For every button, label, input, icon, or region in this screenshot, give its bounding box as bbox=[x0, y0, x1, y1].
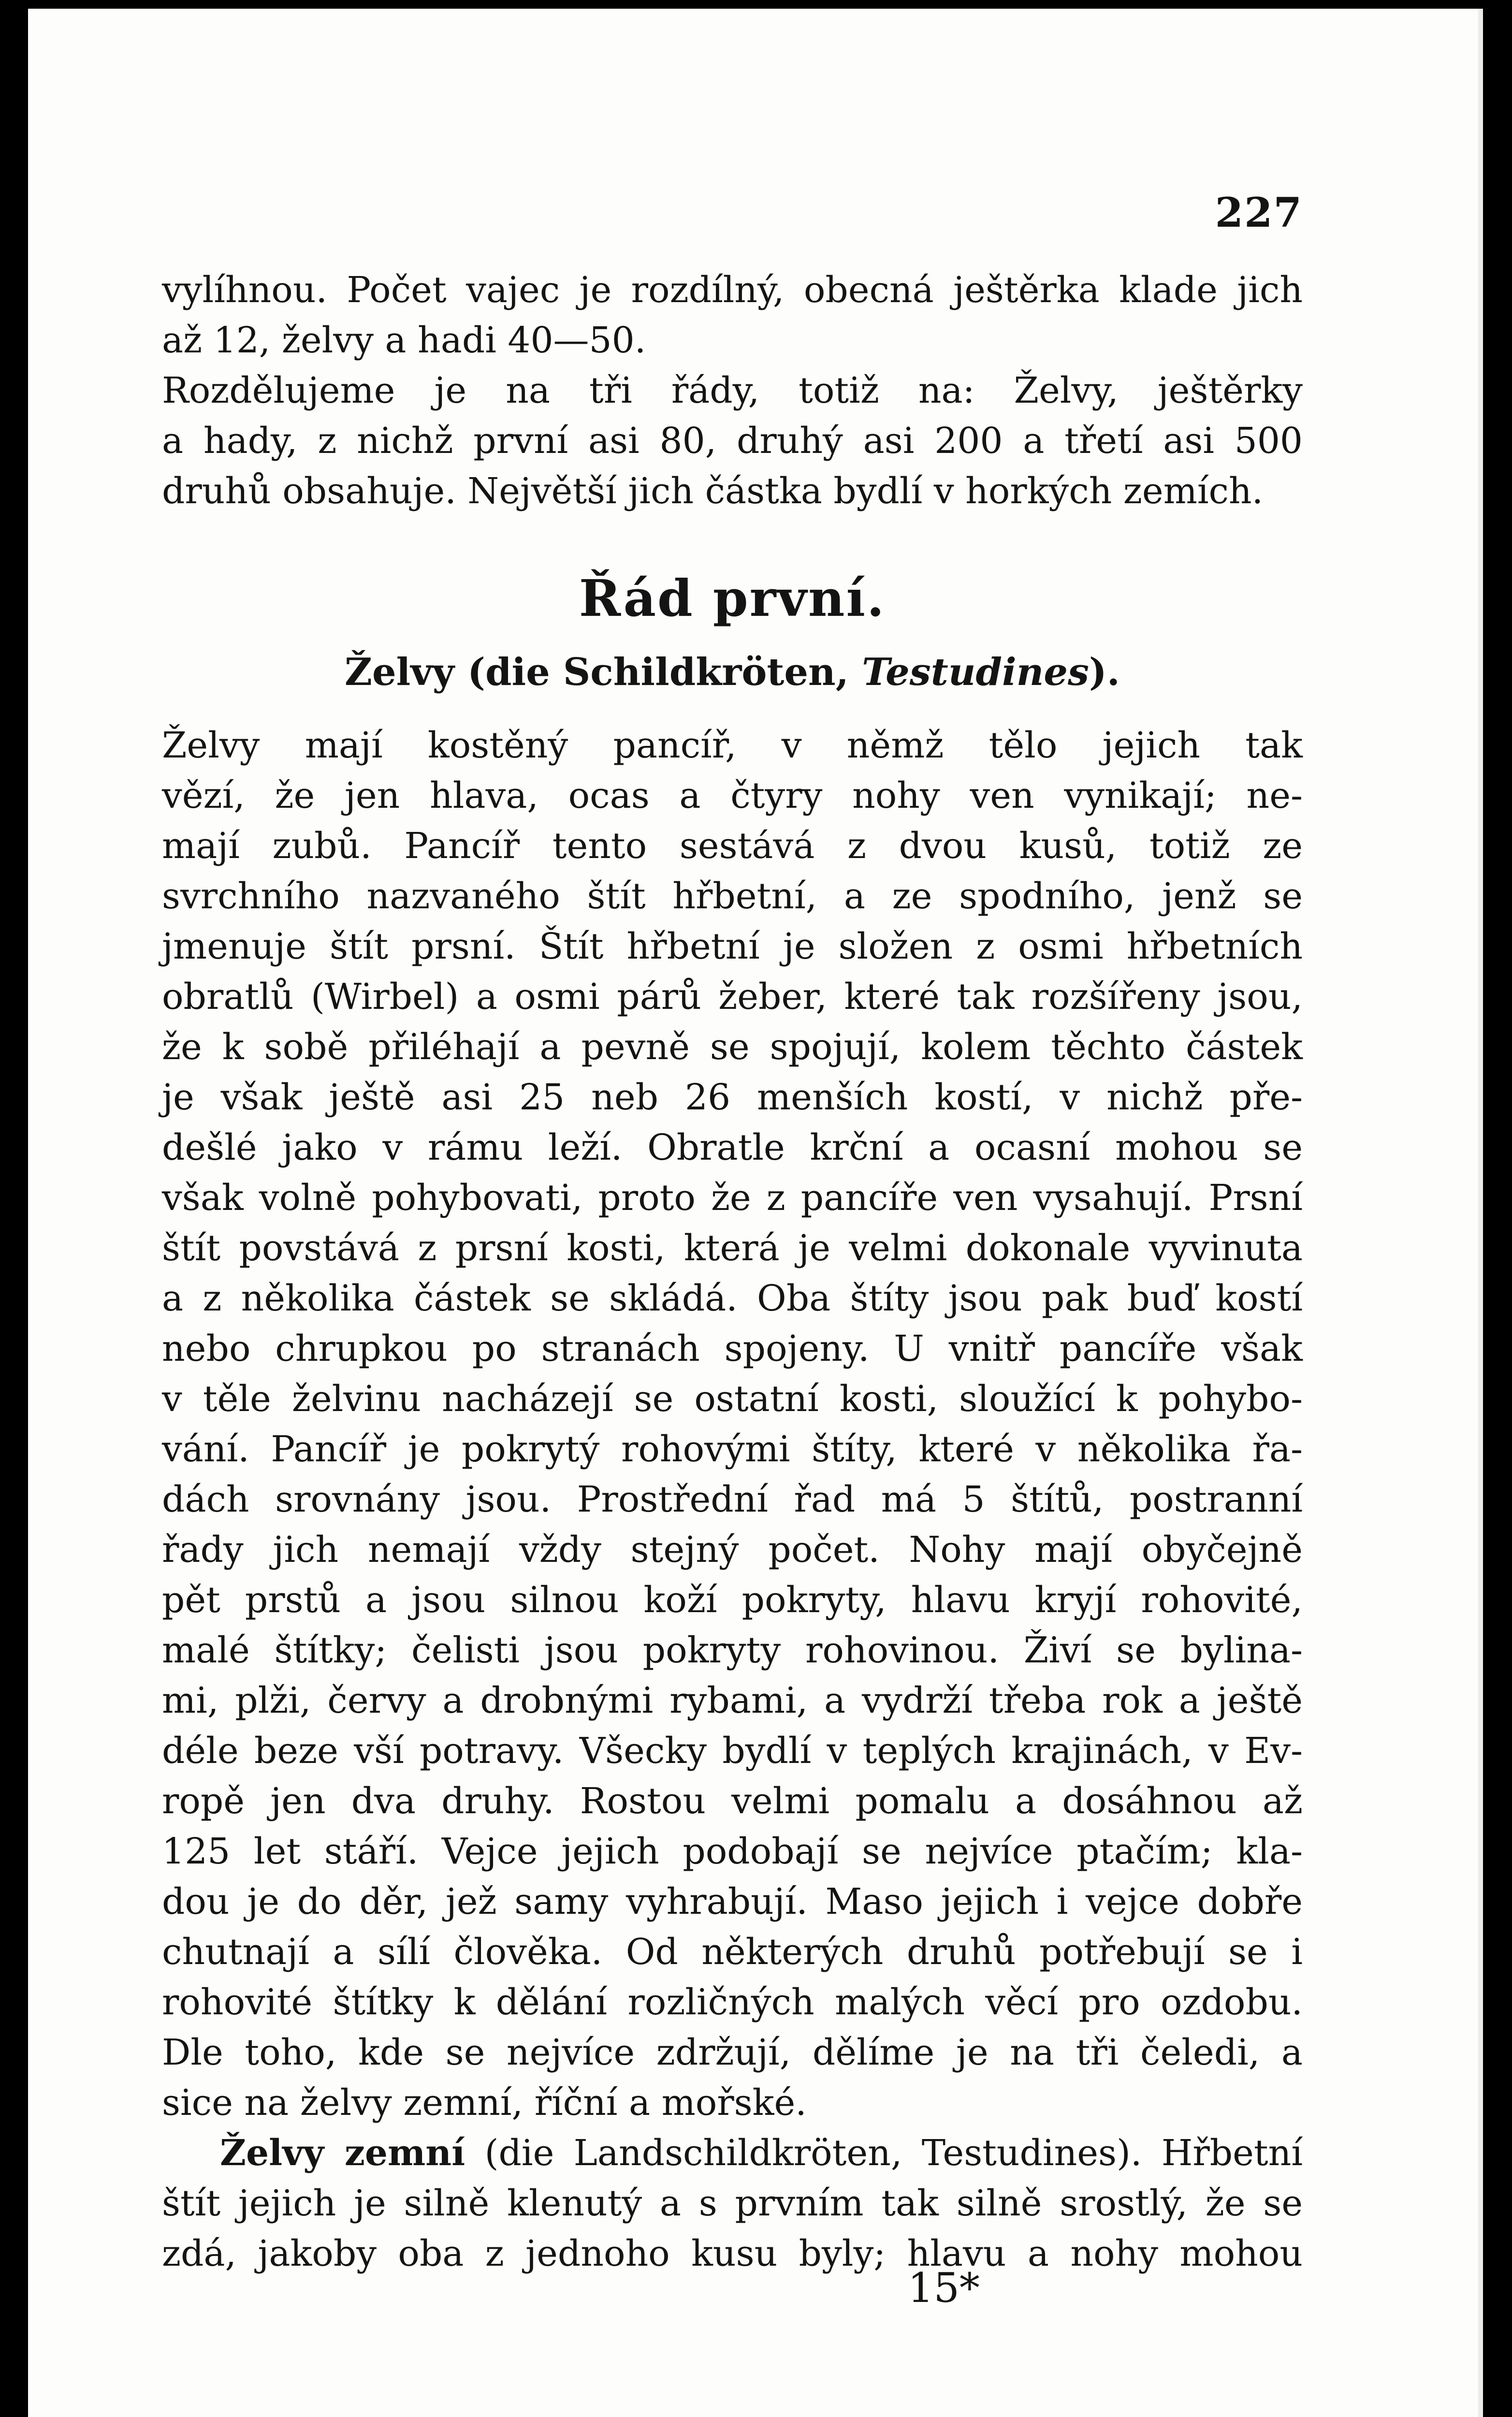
body-line: vězí, že jen hlava, ocas a čtyry nohy ven vynikají; ne- bbox=[162, 775, 1303, 816]
body-line: mi, plži, červy a drobnými rybami, a vydrží třeba rok a ještě bbox=[162, 1680, 1303, 1721]
body-line: sice na želvy zemní, říční a mořské. bbox=[162, 2082, 807, 2124]
body-line: déle beze vší potravy. Všecky bydlí v teplých krajinách, v Ev- bbox=[162, 1730, 1303, 1772]
signature-mark: 15* bbox=[908, 2264, 980, 2312]
intro-line: a hady, z nichž první asi 80, druhý asi 200 a třetí asi 500 bbox=[162, 420, 1303, 462]
body-line: řady jich nemají vždy stejný počet. Nohy mají obyčejně bbox=[162, 1529, 1303, 1571]
body-line: svrchního nazvaného štít hřbetní, a ze spodního, jenž se bbox=[162, 875, 1303, 917]
body-line: Želvy mají kostěný pancíř, v němž tělo jejich tak bbox=[162, 725, 1303, 766]
intro-line: Rozdělujeme je na tři řády, totiž na: Želvy, ještěrky bbox=[162, 370, 1303, 411]
body-line: nebo chrupkou po stranách spojeny. U vnitř pancíře však bbox=[162, 1328, 1303, 1369]
subheading-name: Želvy bbox=[345, 650, 454, 694]
body-line: dách srovnány jsou. Prostřední řad má 5 štítů, postranní bbox=[162, 1479, 1303, 1520]
body-line: dou je do děr, jež samy vyhrabují. Maso jejich i vejce dobře bbox=[162, 1881, 1303, 1922]
body-line: je však ještě asi 25 neb 26 menších kostí, v nichž pře- bbox=[162, 1077, 1303, 1118]
subheading-latin: Testudines bbox=[862, 650, 1089, 694]
intro-line: vylíhnou. Počet vajec je rozdílný, obecná ještěrka klade jich bbox=[162, 269, 1303, 311]
body-line: však volně pohybovati, proto že z pancíře ven vysahují. Prsní bbox=[162, 1177, 1303, 1219]
body-line: malé štítky; čelisti jsou pokryty rohovinou. Živí se bylina- bbox=[162, 1630, 1303, 1671]
body-line: 125 let stáří. Vejce jejich podobají se nejvíce ptačím; kla- bbox=[162, 1831, 1303, 1872]
body-line: v těle želvinu nacházejí se ostatní kosti, sloužící k pohybo- bbox=[162, 1378, 1303, 1420]
subheading-close: ). bbox=[1089, 650, 1120, 694]
body-line: mají zubů. Pancíř tento sestává z dvou kusů, totiž ze bbox=[162, 825, 1303, 867]
intro-line: druhů obsahuje. Největší jich částka bydlí v horkých zemích. bbox=[162, 470, 1264, 512]
body-line: jmenuje štít prsní. Štít hřbetní je složen z osmi hřbetních bbox=[162, 926, 1303, 967]
body-line: vání. Pancíř je pokrytý rohovými štíty, které v několika řa- bbox=[162, 1428, 1303, 1470]
section-first-line bbox=[220, 2128, 1303, 2178]
body-line: štít povstává z prsní kosti, která je velmi dokonale vyvinuta bbox=[162, 1227, 1303, 1269]
body-line: že k sobě přiléhají a pevně se spojují, kolem těchto částek bbox=[162, 1026, 1303, 1068]
chapter-subheading bbox=[162, 646, 1303, 699]
book-page bbox=[28, 9, 1483, 2417]
subheading-german: (die Schildkröten, bbox=[467, 650, 849, 694]
body-line: pět prstů a jsou silnou koží pokryty, hlavu kryjí rohovité, bbox=[162, 1579, 1303, 1621]
body-line: rohovité štítky k dělání rozličných malých věcí pro ozdobu. bbox=[162, 1981, 1303, 2023]
page-edge bbox=[1478, 9, 1483, 2417]
section-line: zdá, jakoby oba z jednoho kusu byly; hlavu a nohy mohou bbox=[162, 2233, 1303, 2274]
section-term: Želvy zemní bbox=[220, 2132, 465, 2174]
section-first-line-rest: (die Landschildkröten, Testudines). Hřbetní bbox=[484, 2132, 1303, 2174]
body-line: dešlé jako v rámu leží. Obratle krční a ocasní mohou se bbox=[162, 1127, 1303, 1168]
body-line: ropě jen dva druhy. Rostou velmi pomalu a dosáhnou až bbox=[162, 1780, 1303, 1822]
body-line: obratlů (Wirbel) a osmi párů žeber, které tak rozšířeny jsou, bbox=[162, 976, 1303, 1018]
body-line: chutnají a sílí člověka. Od některých druhů potřebují se i bbox=[162, 1931, 1303, 1973]
chapter-heading: Řád první. bbox=[579, 568, 886, 628]
page-number: 227 bbox=[1215, 189, 1303, 236]
body-line: a z několika částek se skládá. Oba štíty jsou pak buď kostí bbox=[162, 1278, 1303, 1319]
section-line: štít jejich je silně klenutý a s prvním tak silně srostlý, že se bbox=[162, 2183, 1303, 2224]
intro-line: až 12, želvy a hadi 40—50. bbox=[162, 320, 646, 361]
body-line: Dle toho, kde se nejvíce zdržují, dělíme je na tři čeledi, a bbox=[162, 2032, 1303, 2073]
